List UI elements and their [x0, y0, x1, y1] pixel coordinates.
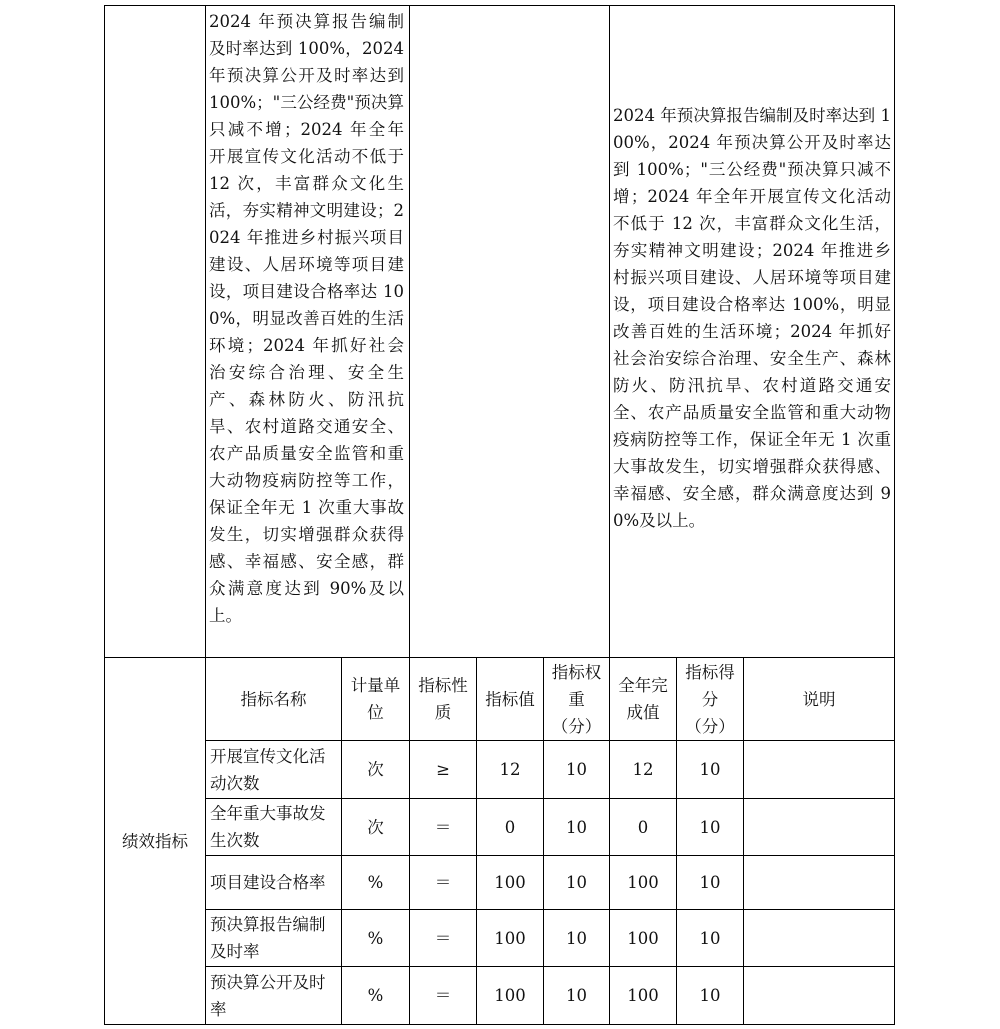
table-row-weight: 10 — [566, 928, 587, 948]
header-value: 指标值 — [485, 689, 535, 709]
table-row-value: 0 — [504, 817, 516, 837]
header-weight: 指标权重（分） — [551, 662, 602, 736]
table-border-right — [894, 5, 895, 1025]
table-row-unit: 次 — [367, 760, 384, 779]
table-row-score: 10 — [699, 873, 721, 892]
table-border-top — [104, 5, 895, 6]
table-row-note — [744, 799, 894, 855]
table-row-weight: 10 — [566, 760, 587, 779]
header-unit: 计量单位 — [350, 676, 401, 722]
table-row-nature: ＝ — [434, 928, 452, 948]
table-row-score: 10 — [699, 760, 721, 779]
table-row-name: 预决算报告编制及时率 — [210, 915, 326, 961]
table-row-nature: ≥ — [436, 760, 450, 779]
table-row-name: 项目建设合格率 — [210, 873, 326, 892]
table-row-weight: 10 — [566, 873, 587, 892]
table-border-bottom — [104, 1024, 895, 1025]
grid-line — [205, 5, 206, 1025]
header-indicator-name: 指标名称 — [240, 689, 307, 709]
table-row-name: 预决算公开及时率 — [210, 972, 326, 1019]
table-row-actual: 100 — [627, 928, 659, 948]
header-nature: 指标性质 — [418, 676, 468, 722]
table-row-score: 10 — [699, 817, 721, 837]
table-row-note — [744, 741, 894, 798]
table-row-score: 10 — [699, 928, 721, 948]
header-note: 说明 — [802, 689, 836, 709]
section-label-performance: 绩效指标 — [122, 831, 188, 851]
table-row-note — [744, 856, 894, 909]
table-row-unit: % — [367, 873, 384, 892]
table-row-actual: 0 — [637, 817, 649, 837]
table-row-value: 100 — [494, 928, 526, 948]
goal-text-actual: 2024 年预决算报告编制及时率达到 100%，2024 年预决算公开及时率达到 100%；"三公经费"预决算只减不增；2024 年全年开展宣传文化活动不低于 12 次，丰富群众文化生活，夯实精神文明建设；2024 年推进乡村振兴项目建设、人居环境等项目建设，项目建设合格率达 100%，明显改善百姓的生活环境；2024 年抓好社会治安综合治理、安全生产、森林防火、防汛抗旱、农村道路交通安全、农产品质量安全监管和重大动物疫病防控等工作，保证全年无 1 次重大事故发生，切实增强群众获得感、幸福感、安全感，群众满意度达到 90%及以上。 — [613, 106, 891, 530]
goal-text-planned: 2024 年预决算报告编制及时率达到 100%，2024 年预决算公开及时率达到 100%；"三公经费"预决算只减不增；2024 年全年开展宣传文化活动不低于 12 次，丰富群众文化生活，夯实精神文明建设；2024 年推进乡村振兴项目建设、人居环境等项目建设，项目建设合格率达 100%，明显改善百姓的生活环境；2024 年抓好社会治安综合治理、安全生产、森林防火、防汛抗旱、农村道路交通安全、农产品质量安全监管和重大动物疫病防控等工作，保证全年无 1 次重大事故发生，切实增强群众获得感、幸福感、安全感，群众满意度达到 90%及以上。 — [209, 12, 404, 625]
table-row-nature: ＝ — [434, 873, 452, 892]
header-actual: 全年完成值 — [618, 676, 668, 722]
table-row-weight: 10 — [566, 986, 587, 1005]
table-row-actual: 12 — [632, 760, 654, 779]
header-score: 指标得分（分） — [685, 662, 735, 736]
table-row-value: 100 — [494, 873, 526, 892]
grid-line — [409, 5, 410, 657]
table-row-nature: ＝ — [434, 817, 452, 837]
table-row-actual: 100 — [627, 986, 659, 1005]
table-row-unit: % — [367, 928, 384, 948]
table-row-weight: 10 — [566, 817, 587, 837]
table-row-name: 开展宣传文化活动次数 — [210, 746, 326, 793]
table-row-unit: % — [367, 986, 384, 1005]
table-row-value: 12 — [499, 760, 521, 779]
table-row-score: 10 — [699, 986, 721, 1005]
table-row-nature: ＝ — [434, 986, 452, 1005]
table-row-actual: 100 — [627, 873, 659, 892]
table-row-name: 全年重大事故发生次数 — [210, 804, 326, 850]
table-row-value: 100 — [494, 986, 526, 1005]
table-row-unit: 次 — [367, 817, 384, 837]
table-row-note — [744, 967, 894, 1024]
table-row-note — [744, 910, 894, 966]
